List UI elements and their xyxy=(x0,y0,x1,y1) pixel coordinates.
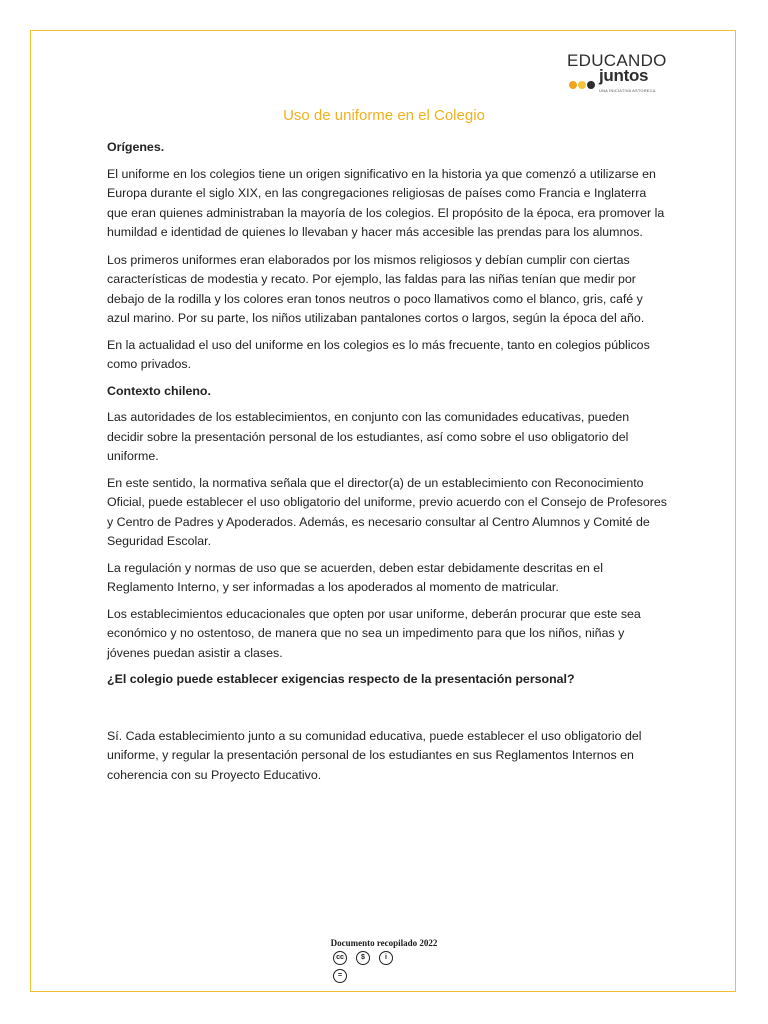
body-paragraph: Sí. Cada establecimiento junto a su comunidad educativa, puede establecer el uso obligatorio del uniforme, y regular la presentación personal de los estudiantes en sus Reglamentos Internos en coherencia con su Proyecto Educativo. xyxy=(107,728,642,782)
cc-icon: cc xyxy=(333,951,347,965)
logo-dots-icon xyxy=(569,76,596,85)
logo-dot-dark xyxy=(587,81,595,89)
noderivatives-icon: = xyxy=(333,969,347,983)
logo-line1: EDUCANDO xyxy=(567,51,667,70)
section-heading: Contexto chileno. xyxy=(107,383,211,398)
logo-line2: juntos xyxy=(599,66,649,85)
license-icons xyxy=(333,951,417,979)
body-paragraph: Las autoridades de los establecimientos, en conjunto con las comunidades educativas, pueden decidir sobre la presentación personal de los estudiantes, así como sobre el uso obligatorio del uniforme. xyxy=(107,410,630,463)
logo-dot-orange xyxy=(569,81,577,89)
body-paragraph: En la actualidad el uso del uniforme en los colegios es lo más frecuente, tanto en colegios públicos como privados. xyxy=(107,337,650,371)
logo-dot-yellow xyxy=(578,81,586,89)
document-body xyxy=(107,138,667,793)
body-paragraph: El uniforme en los colegios tiene un origen significativo en la historia ya que comenzó a utilizarse en Europa durante el siglo XIX, en las congregaciones religiosas de países como Francia e Inglaterra que eran quienes administraban la mayoría de los colegios. El propósito de la época, era promover la humildad e identidad de quienes lo llevaban y hacer más accesible las prendas para los alumnos. xyxy=(107,166,665,239)
body-paragraph: Los primeros uniformes eran elaborados por los mismos religiosos y debían cumplir con ciertas características de modestia y recato. Por ejemplo, las faldas para las niñas tenían que medir por debajo de la rodilla y los colores eran tonos neutros o poco llamativos como el blanco, gris, café y azul marino. Por su parte, los niños utilizaban pantalones cortos o largos, según la época del año. xyxy=(107,252,645,325)
body-paragraph: En este sentido, la normativa señala que el director(a) de un establecimiento con Reconocimiento Oficial, puede establecer el uso obligatorio del uniforme, previo acuerdo con el Consejo de Profesores y Centro de Padres y Apoderados. Además, es necesario consultar al Centro Alumnos y Comité de Seguridad Escolar. xyxy=(107,475,667,548)
logo-tagline: UNA INICIATIVA ASTORECA xyxy=(599,88,656,93)
attribution-icon: i xyxy=(379,951,393,965)
document-title: Uso de uniforme en el Colegio xyxy=(283,107,485,124)
footer-text: Documento recopilado 2022 xyxy=(330,938,438,948)
section-heading: ¿El colegio puede establecer exigencias respecto de la presentación personal? xyxy=(107,672,575,686)
noncommercial-icon: $ xyxy=(356,951,370,965)
body-paragraph: Los establecimientos educacionales que opten por usar uniforme, deberán procurar que este sea económico y no ostentoso, de manera que no sea un impedimento para que los niños, niñas y jóvenes puedan asistir a clases. xyxy=(107,606,641,660)
educando-juntos-logo xyxy=(566,52,676,98)
body-paragraph: La regulación y normas de uso que se acuerden, deben estar debidamente descritas en el Reglamento Interno, y ser informadas a los apoderados al momento de matricular. xyxy=(107,560,603,594)
section-heading: Orígenes. xyxy=(107,140,165,154)
